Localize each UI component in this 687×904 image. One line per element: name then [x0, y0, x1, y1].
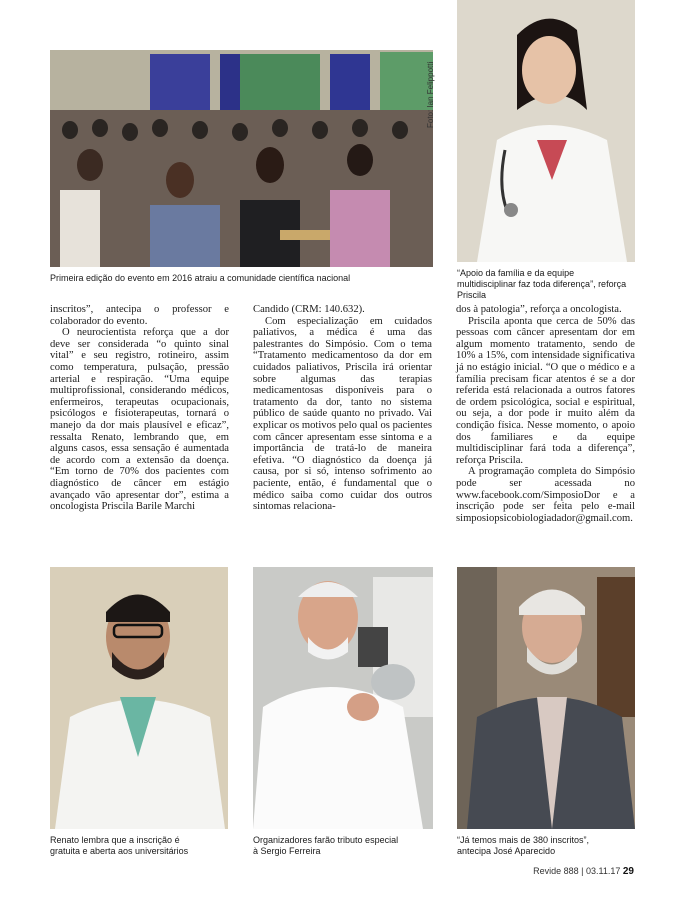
article-column-2	[253, 304, 432, 513]
page-number: 29	[622, 866, 634, 877]
caption-sergio: Organizadores farão tributo especial à Sergio Ferreira	[253, 835, 399, 856]
paragraph: A programação completa do Simpósio pode ser acessada no www.facebook.com/SimposioDor e a inscrição pode ser feita pelo e-mail simposiopsicobiologiadador@gmail.com.	[456, 466, 635, 524]
page-folio	[533, 866, 634, 877]
paragraph: Com especialização em cuidados paliativos, a médica é uma das palestrantes do Simpósio. Com o tema “Tratamento medicamentoso da dor em cuidados paliativos, Priscila irá orientar sobre algumas das terapias medicamentosas disponíveis para o tratamento da dor, tanto no sistema público de saúde quanto no privado. Vai explicar os motivos pelo qual os pacientes com câncer apresentam esse sintoma e a importância de tratá-lo de maneira efetiva. “O diagnóstico da doença já causa, por si só, intenso sofrimento ao paciente, então, é fundamental que o médico saiba como cuidar dos outros sintomas relaciona-	[253, 315, 432, 513]
jose-photo	[457, 567, 635, 829]
paragraph: Candido (CRM: 140.632).	[253, 304, 365, 315]
priscila-photo	[457, 0, 635, 262]
article-column-1	[50, 304, 229, 513]
renato-photo	[50, 567, 228, 829]
paragraph: Priscila aponta que cerca de 50% das pessoas com câncer apresentam dor em algum momento tratamento, sendo de 10% a 15%, com intensidade significativa já no estágio inicial. “O que o médico e a família precisam ficar atentos é se a dor referida está relacionada a outros fatores de ordem psicológica, social e espiritual, ou seja, a dor pode ir muito além da condição física. Nesse momento, o apoio dos familiares e da equipe multidisciplinar fará toda a diferença”, reforça Priscila.	[456, 315, 635, 466]
caption-priscila: “Apoio da família e da equipe multidisciplinar faz toda diferença”, reforça Priscila	[457, 268, 627, 300]
audience-photo	[50, 50, 433, 267]
article-column-3	[456, 304, 635, 524]
photo-credit: Foto: Ian Felippotti	[426, 61, 435, 128]
caption-renato: Renato lembra que a inscrição é gratuita e aberta aos universitários	[50, 835, 189, 856]
paragraph: dos à patologia”, reforça a oncologista.	[456, 304, 622, 315]
publication-info: Revide 888 | 03.11.17	[533, 866, 621, 876]
caption-audience: Primeira edição do evento em 2016 atraiu a comunidade científica nacional	[50, 273, 351, 283]
sergio-photo	[253, 567, 433, 829]
caption-jose: “Já temos mais de 380 inscritos”, antecipa José Aparecido	[457, 835, 590, 856]
paragraph: inscritos”, antecipa o professor e colaborador do evento.	[50, 304, 229, 327]
paragraph: O neurocientista reforça que a dor deve ser considerada “o quinto sinal vital” e seu registro, rotineiro, assim como temperatura, pulsação, pressão arterial e respiração. “Uma equipe multiprofissional, considerando médicos, enfermeiros, terapeutas ocupacionais, psicólogos e fisioterapeutas, tornará o manejo da dor mais plausível e eficaz”, ressalta Renato, lembrando que, em alguns casos, essa sensação é aumentada de acordo com a extensão da doença. “Em torno de 70% dos pacientes com diagnóstico de câncer em estágio avançado vão apresentar dor”, estima a oncologista Priscila Barile Marchi	[50, 327, 229, 513]
